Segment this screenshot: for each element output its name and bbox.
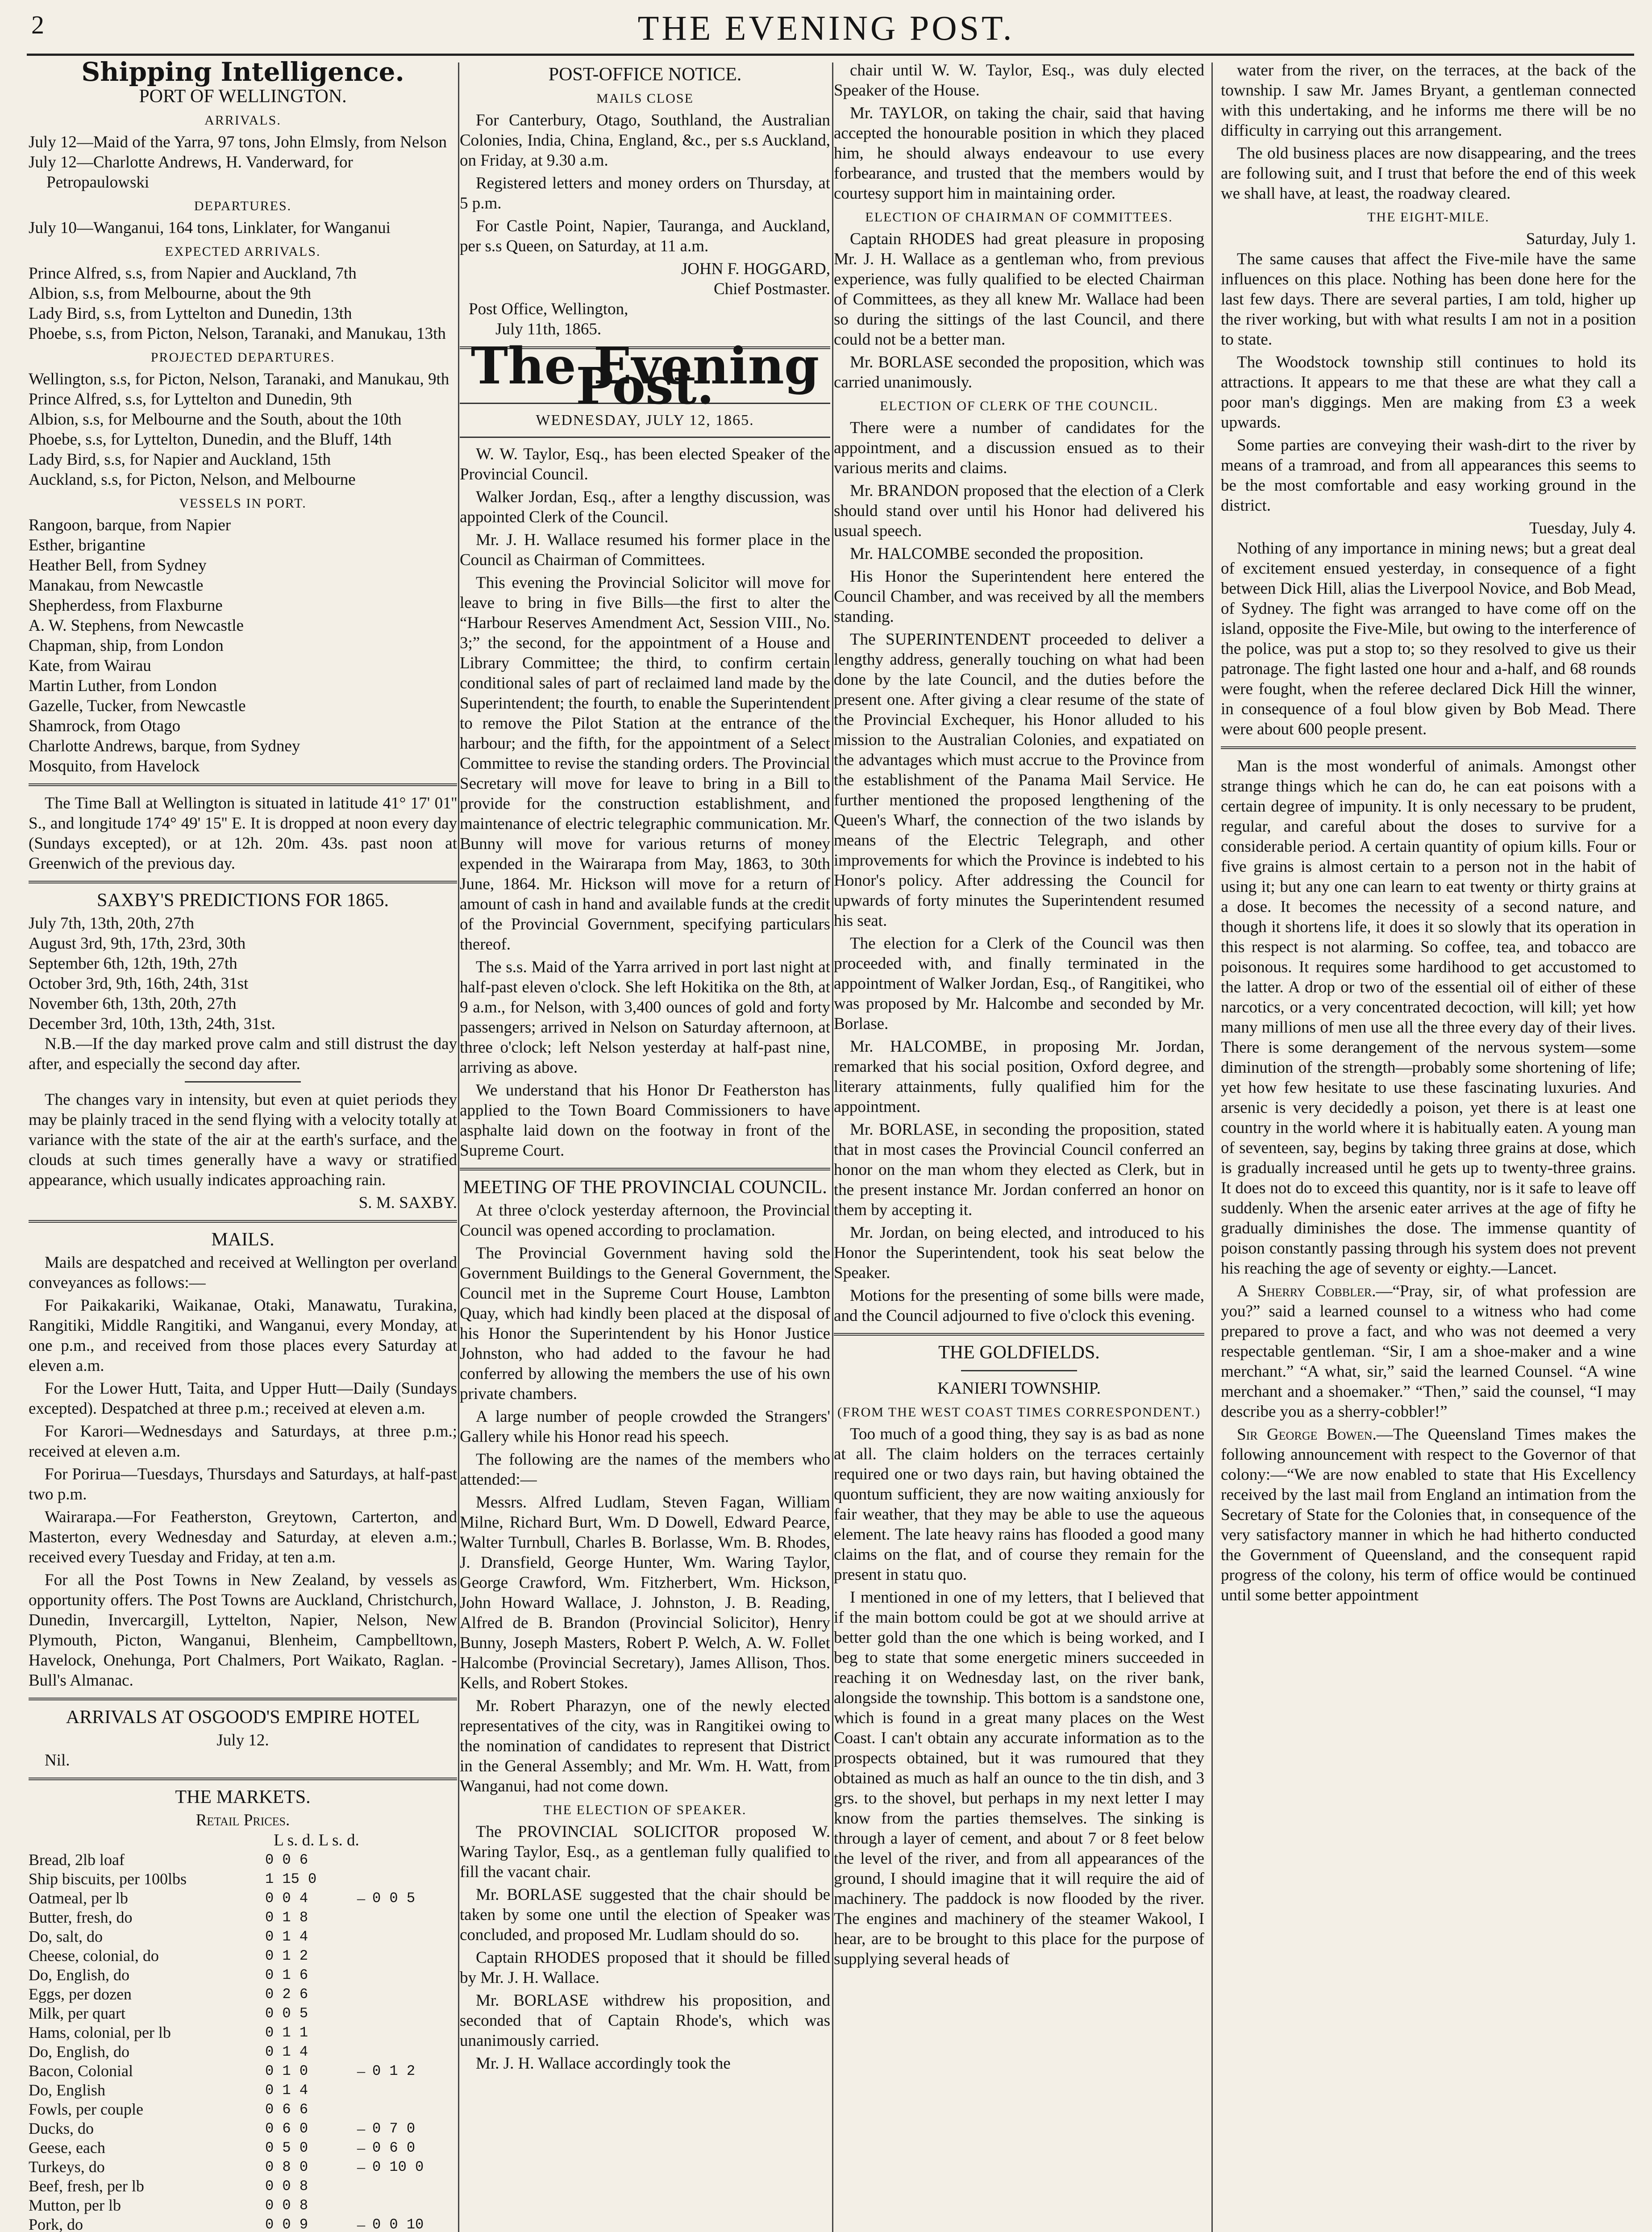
markets-column-heads: L s. d. L s. d. [274, 1831, 359, 1849]
market-price-low: 0 6 6 [265, 2101, 308, 2118]
clerk-election-paragraphs [834, 418, 1204, 1326]
expected-arrivals-head: EXPECTED ARRIVALS. [165, 244, 321, 259]
market-item: Mutton, per lb [29, 2196, 121, 2214]
saxby-nb: N.B.—If the day marked prove calm and still distrust the day after, and especially the second day after. [29, 1035, 457, 1073]
page-number: 2 [31, 10, 44, 39]
column-rule [832, 62, 833, 2232]
market-item: Ducks, do [29, 2120, 94, 2137]
market-price-low: 0 1 4 [265, 1928, 308, 1945]
market-price-low: 0 0 9 [265, 2216, 308, 2232]
vessels-in-port-head: VESSELS IN PORT. [179, 496, 307, 511]
saxby-date-line: August 3rd, 9th, 17th, 23rd, 30th [29, 934, 246, 953]
sherry-cobbler-paragraph [1221, 1281, 1636, 1422]
saxby-date-line: July 7th, 13th, 20th, 27th [29, 914, 195, 933]
market-price-high: 0 10 0 [372, 2159, 424, 2175]
vessel-entry: Manakau, from Newcastle [29, 576, 204, 595]
market-item: Do, English, do [29, 1966, 130, 1984]
section-rule [1221, 746, 1636, 749]
market-price-high [372, 1908, 457, 1927]
editorial-paragraph: W. W. Taylor, Esq., has been elected Speaker of the Provincial Council. [460, 445, 830, 483]
goldfields-paragraph: water from the river, on the terraces, at the back of the township. I saw Mr. James Bryant, a gentleman connected with this undertaking, and he informs me there will be no difficulty in carrying out this arrangement. [1221, 61, 1636, 140]
kanieri-head: KANIERI TOWNSHIP. [937, 1379, 1101, 1398]
chairman-paragraph: Mr. BORLASE seconded the proposition, which was carried unanimously. [834, 353, 1204, 391]
market-dash [350, 1946, 372, 1965]
saxby-date-line: December 3rd, 10th, 13th, 24th, 31st. [29, 1015, 275, 1033]
masthead: The Evening Post. [470, 337, 820, 416]
market-price-low: 0 0 5 [265, 2005, 308, 2022]
market-dash: – [357, 2120, 365, 2137]
section-rule [29, 881, 457, 883]
column-2 [460, 60, 830, 2232]
market-price-low: 0 1 6 [265, 1967, 308, 1983]
section-rule [29, 1220, 457, 1223]
market-dash [350, 2081, 372, 2100]
speaker-paragraph: Mr. BORLASE suggested that the chair should be taken by some one until the election of Speaker was concluded, and proposed Mr. Ludlam should do so. [460, 1886, 830, 1944]
market-dash [350, 1908, 372, 1927]
market-price-low: 0 1 2 [265, 1948, 308, 1964]
market-row [29, 1946, 457, 1965]
mails-paragraph: For Paikakariki, Waikanae, Otaki, Manawatu, Turakina, Rangitiki, Middle Rangitiki, and Wanganui, every Monday, at one p.m., and received from those places every Saturday at eleven a.m. [29, 1296, 457, 1375]
column-4 [1221, 60, 1636, 2232]
shipping-intelligence-title: Shipping Intelligence. [81, 60, 404, 87]
saxby-signature: S. M. SAXBY. [358, 1194, 457, 1212]
market-row [29, 2215, 457, 2232]
market-price-high: 0 0 5 [372, 1890, 416, 1907]
market-price-low: 0 0 8 [265, 2178, 308, 2195]
arrival-entry: July 12—Maid of the Yarra, 97 tons, John Elmsly, from Nelson [29, 133, 447, 151]
market-dash [350, 1965, 372, 1985]
market-dash [350, 1985, 372, 2004]
market-price-high: 0 1 2 [372, 2063, 416, 2079]
notice-paragraph: For Castle Point, Napier, Tauranga, and Auckland, per s.s Queen, on Saturday, at 11 a.m. [460, 217, 830, 255]
market-item: Butter, fresh, do [29, 1908, 133, 1926]
market-item: Ship biscuits, per 100lbs [29, 1870, 187, 1888]
market-row [29, 2023, 457, 2042]
mails-paragraphs [29, 1253, 457, 1691]
market-price-high [372, 2196, 457, 2215]
vessel-entry: A. W. Stephens, from Newcastle [29, 616, 244, 635]
projected-departure-entry: Wellington, s.s, for Picton, Nelson, Taranaki, and Manukau, 9th [29, 370, 449, 388]
clerk-paragraph: Mr. BORLASE, in seconding the proposition, stated that in most cases the Provincial Council conferred an honor on the man whom they elected as Clerk, but in the present instance Mr. Jordan conferred an honor on them by accepting it. [834, 1120, 1204, 1219]
market-dash: – [357, 2158, 365, 2176]
eight-mile-head: THE EIGHT-MILE. [1367, 210, 1490, 225]
chairman-election-head: ELECTION OF CHAIRMAN OF COMMITTEES. [865, 210, 1173, 225]
market-row [29, 1908, 457, 1927]
meeting-paragraph: A large number of people crowded the Strangers' Gallery while his Honor read his speech. [460, 1407, 830, 1446]
market-price-high: 0 7 0 [372, 2120, 416, 2137]
market-item: Cheese, colonial, do [29, 1947, 159, 1965]
market-price-low: 0 5 0 [265, 2140, 308, 2156]
vessel-entry: Heather Bell, from Sydney [29, 556, 207, 575]
market-price-low: 0 8 0 [265, 2159, 308, 2175]
speaker-election-head: THE ELECTION OF SPEAKER. [543, 1803, 747, 1817]
meeting-title: MEETING OF THE PROVINCIAL COUNCIL. [463, 1177, 827, 1198]
markets-title: THE MARKETS. [175, 1787, 311, 1807]
clerk-paragraph: Mr. HALCOMBE, in proposing Mr. Jordan, remarked that his social position, Oxford degree, and literary attainments, fully qualified him for the appointment. [834, 1037, 1204, 1116]
departure-entry: July 10—Wanganui, 164 tons, Linklater, for Wanganui [29, 219, 391, 237]
editorial-paragraph: We understand that his Honor Dr Featherston has applied to the Town Board Commissioners to have asphalte laid down on the footway in front of the Supreme Court. [460, 1081, 830, 1160]
saxby-title: SAXBY'S PREDICTIONS FOR 1865. [96, 890, 389, 911]
section-rule [460, 1168, 830, 1170]
market-price-low: 0 1 4 [265, 2044, 308, 2060]
market-dash [350, 2023, 372, 2042]
section-rule [29, 783, 457, 786]
market-item: Beef, fresh, per lb [29, 2177, 144, 2195]
projected-departure-entry: Prince Alfred, s.s, for Lyttelton and Dunedin, 9th [29, 390, 352, 408]
market-price-high [372, 2042, 457, 2061]
column-rule [458, 62, 459, 2232]
market-row [29, 2177, 457, 2196]
mails-paragraph: For all the Post Towns in New Zealand, by vessels as opportunity offers. The Post Towns are Auckland, Christchurch, Dunedin, Invercargill, Lyttelton, Napier, Nelson, New Plymouth, Picton, Wanganui, Blenheim, Campbelltown, Havelock, Onehunga, Port Chalmers, Port Waikato, Raglan. - Bull's Almanac. [29, 1571, 457, 1690]
market-price-low: 0 1 1 [265, 2024, 308, 2041]
speaker-paragraph: Mr. J. H. Wallace accordingly took the [476, 2054, 731, 2073]
saxby-dates [29, 913, 457, 1034]
goldfields-title: THE GOLDFIELDS. [938, 1342, 1100, 1363]
market-price-high: 0 6 0 [372, 2140, 416, 2156]
speaker-election-paragraphs [460, 1822, 830, 2074]
market-price-high [372, 1965, 457, 1985]
vessel-entry: Charlotte Andrews, barque, from Sydney [29, 737, 300, 755]
market-dash: – [357, 2062, 365, 2080]
header-rule [27, 54, 1634, 56]
expected-arrival-entry: Lady Bird, s.s, from Lyttelton and Dunedin, 13th [29, 304, 352, 323]
market-row [29, 1850, 457, 1870]
notice-paragraph: Registered letters and money orders on Thursday, at 5 p.m. [460, 174, 830, 212]
vessel-entry: Esther, brigantine [29, 536, 146, 554]
market-price-high [372, 1985, 457, 2004]
speaker-paragraph: The PROVINCIAL SOLICITOR proposed W. Waring Taylor, Esq., as a gentleman fully qualified to fill the vacant chair. [460, 1823, 830, 1881]
time-ball-notice: The Time Ball at Wellington is situated in latitude 41° 17' 01'' S., and longitude 174° 49' 15'' E. It is dropped at noon every day (Sundays excepted), or at 12h. 20m. 43s. past noon at Greenwich of the previous day. [29, 794, 457, 873]
sherry-cobbler-text: —“Pray, sir, of what profession are you?” said a learned counsel to a witness who had come prepared to prove a fact, and who was not deemed a very respectable gentleman. “Sir, I am a shoe-maker and a wine merchant.” “A what, sir,” said the learned Counsel. “A wine merchant and a shoemaker.” “Then,” said the counsel, “I may describe you as a sherry-cobbler!” [1221, 1282, 1636, 1421]
projected-departures-head: PROJECTED DEPARTURES. [150, 350, 335, 365]
osgood-nil: Nil. [45, 1751, 70, 1770]
market-item: Do, English, do [29, 2043, 130, 2061]
market-price-low: 0 0 4 [265, 1890, 308, 1907]
speaker-paragraph: Captain RHODES proposed that it should be filled by Mr. J. H. Wallace. [460, 1949, 830, 1987]
projected-departure-entry: Lady Bird, s.s, for Napier and Auckland, 15th [29, 450, 331, 469]
market-price-low: 0 2 6 [265, 1986, 308, 2003]
expected-arrivals-list [29, 263, 457, 344]
vessel-entry: Shepherdess, from Flaxburne [29, 596, 223, 615]
editorial-paragraph: Walker Jordan, Esq., after a lengthy discussion, was appointed Clerk of the Council. [460, 488, 830, 526]
vessel-entry: Chapman, ship, from London [29, 637, 224, 655]
projected-departures-list [29, 369, 457, 490]
bowen-lead: Sir George Bowen. [1237, 1425, 1377, 1444]
saxby-paragraph: The changes vary in intensity, but even at quiet periods they may be plainly traced in the send flying with a velocity totally at variance with the state of the air at the earth's surface, and the clouds at such times generally have a wavy or stratified appearance, which usually indicates approaching rain. [29, 1091, 457, 1189]
meeting-paragraph: Messrs. Alfred Ludlam, Steven Fagan, William Milne, Richard Burt, Wm. D Dowell, Edward Pearce, Walter Turnbull, Charles B. Borlasse, Wm. B. Rhodes, J. Dransfield, George Hunter, Wm. Waring Taylor, George Crawford, Wm. Fitzherbert, Wm. Hickson, John Howard Wallace, J. Johnston, J. B. Reading, Alfred de B. Brandon (Provincial Solicitor), Henry Bunny, Joseph Masters, Robert P. Welch, A. W. Follet Halcombe (Provincial Secretary), James Allison, Thos. Kells, and Robert Stokes. [460, 1493, 830, 1692]
market-price-high [372, 1870, 457, 1889]
markets-subtitle: Retail Prices. [196, 1811, 290, 1829]
vessel-entry: Martin Luther, from London [29, 677, 217, 695]
market-price-low: 0 0 6 [265, 1852, 308, 1868]
expected-arrival-entry: Albion, s.s, from Melbourne, about the 9th [29, 284, 312, 303]
column-3 [834, 60, 1204, 2232]
mails-paragraph: For Karori—Wednesdays and Saturdays, at three p.m.; received at eleven a.m. [29, 1422, 457, 1461]
osgood-title: ARRIVALS AT OSGOOD'S EMPIRE HOTEL [66, 1707, 420, 1728]
clerk-paragraph: The SUPERINTENDENT proceeded to deliver a lengthy address, generally touching on what had been done by the late Council, and the duties before the present one. After giving a clear resume of the state of the Provincial Exchequer, his Honor alluded to his mission to the Australian Colonies, and expatiated on the advantages which must accrue to the Province from the establishment of the Panama Mail Service. He further mentioned the proposed lengthening of the Queen's Wharf, the connection of the two islands by means of the Electric Telegraph, and other improvements for which the Province is indebted to his Honor's policy. After addressing the Council for upwards of forty minutes the Superintendent resumed his seat. [834, 630, 1204, 930]
poison-paragraph: Man is the most wonderful of animals. Amongst other strange things which he can do, he can eat poisons with a certain degree of impunity. It is only necessary to be prudent, regular, and careful about the doses to survive for a considerable period. A certain quantity of opium kills. Four or five grains is almost certain to a person not in the habit of using it; but any one can learn to eat twenty or thirty grains at a dose. It becomes the necessity of a second nature, and though it shortens life, it does it so slowly that its operation in this respect is not alarming. So coffee, tea, and tobacco are poisonous. It requires some hardihood to get accustomed to the latter. A drop or two of the essential oil of either of these narcotics, or a very concentrated decoction, will kill; yet how many millions of men use all the three every day of their lives. There is some derangement of the nervous system—some diminution of the strength—probably some shortening of life; yet how few hesitate to use these fascinating luxuries. And arsenic is very decidedly a poison, yet there is at least one country in the world where it is habitually eaten. A young man of seventeen, say, begins by taking three grains at dose, which is gradually increased until he gets up to twenty-three grains. It does not do to exceed this quantity, nor is it safe to leave off suddenly. When the arsenic eater arrives at the age of fifty he gradually diminishes the dose. The immense quantity of poison constantly passing through his system does not prevent his reaching the age of seventy or eighty.—Lancet. [1221, 757, 1636, 1278]
market-item: Do, English [29, 2081, 106, 2099]
meeting-paragraphs [460, 1200, 830, 1796]
market-item: Turkeys, do [29, 2158, 105, 2176]
market-row [29, 1985, 457, 2004]
market-price-low: 0 1 4 [265, 2082, 308, 2099]
market-item: Oatmeal, per lb [29, 1889, 128, 1907]
eight-mile-paragraph: The Woodstock township still continues to hold its attractions. It appears to me that these are what they call a poor man's diggings. Men are making from £3 a week upwards. [1221, 353, 1636, 432]
vessel-entry: Mosquito, from Havelock [29, 757, 200, 775]
projected-departure-entry: Albion, s.s, for Melbourne and the South, about the 10th [29, 410, 402, 429]
market-price-high [372, 2004, 457, 2023]
port-title: PORT OF WELLINGTON. [139, 86, 347, 107]
vessel-entry: Rangoon, barque, from Napier [29, 516, 231, 534]
council-paragraph: chair until W. W. Taylor, Esq., was duly elected Speaker of the House. [834, 61, 1204, 100]
clerk-paragraph: The election for a Clerk of the Council was then proceeded with, and finally terminated in the appointment of Walker Jordan, Esq., of Rangitikei, who was proposed by Mr. Halcombe and seconded by Mr. Borlase. [834, 934, 1204, 1033]
expected-arrival-entry: Prince Alfred, s.s, from Napier and Auckland, 7th [29, 264, 357, 283]
clerk-paragraph: His Honor the Superintendent here entered the Council Chamber, and was received by all the members standing. [834, 567, 1204, 626]
market-dash: – [357, 2139, 365, 2157]
market-row [29, 2119, 457, 2138]
market-dash [350, 1870, 372, 1889]
market-row [29, 2100, 457, 2119]
vessels-in-port-list [29, 515, 457, 776]
market-row [29, 2196, 457, 2215]
market-row [29, 2004, 457, 2023]
market-price-high [372, 2081, 457, 2100]
meeting-paragraph: The Provincial Government having sold the Government Buildings to the General Government, the Council met in the Supreme Court House, Lambton Quay, which had kindly been placed at the disposal of his Honor the Superintendent by his Honor Justice Johnston, who had added to the favour he had conferred by allowing the members the use of his own private chambers. [460, 1244, 830, 1403]
kanieri-paragraph: I mentioned in one of my letters, that I believed that if the main bottom could be got at we should arrive at better gold than the one which is being worked, and I beg to state that some energetic miners succeeded in reaching it on Wednesday last, on the river bank, alongside the township. This bottom is a sandstone one, which is found in a great many places on the West Coast. I can't obtain any accurate information as to the prospects obtained, but it was rumoured that they obtained as much as half an ounce to the tin dish, and 3 grs. to the shovel, but perhaps in my next letter I may know from the parties themselves. The sinking is through a layer of cement, and about 7 or 8 feet below the level of the river, and from all appearances of the ground, I should imagine that it will require the aid of machinery. The paddock is now flooded by the river. The engines and machinery of the steamer Wakool, I hear, are to be brought to this place for the purpose of supplying several heads of [834, 1588, 1204, 1968]
mails-title: MAILS. [211, 1229, 275, 1250]
arrivals-head: ARRIVALS. [204, 113, 281, 128]
market-price-low: 0 0 8 [265, 2197, 308, 2214]
market-row [29, 2061, 457, 2081]
post-office-notice-body [460, 110, 830, 256]
clerk-paragraph: Mr. BRANDON proposed that the election of a Clerk should stand over until his Honor had delivered his usual speech. [834, 482, 1204, 540]
market-price-low: 0 1 8 [265, 1909, 308, 1926]
vessel-entry: Shamrock, from Otago [29, 717, 181, 735]
kanieri-paragraph: Too much of a good thing, they say is as bad as none at all. The claim holders on the terraces certainly required one or two days rain, but having obtained the quontum sufficient, they are now waiting anxiously for fair weather, that they may be able to use the aqueous element. The late heavy rains has flooded a good many claims on the flat, and of course they remain for the present in statu quo. [834, 1425, 1204, 1584]
notice-paragraph: For Canterbury, Otago, Southland, the Australian Colonies, India, China, England, &c., per s.s Auckland, on Friday, at 9.30 a.m. [460, 111, 830, 170]
market-item: Geese, each [29, 2139, 105, 2157]
market-dash [350, 1927, 372, 1946]
market-item: Pork, do [29, 2215, 83, 2232]
market-dash: – [357, 2215, 365, 2232]
departures-list [29, 218, 457, 238]
bowen-paragraph [1221, 1424, 1636, 1605]
vessel-entry: Gazelle, Tucker, from Newcastle [29, 697, 246, 715]
saxby-date-line: September 6th, 12th, 19th, 27th [29, 954, 237, 973]
market-row [29, 1927, 457, 1946]
date-saturday: Saturday, July 1. [1526, 230, 1636, 248]
bowen-text: —The Queensland Times makes the following announcement with respect to the Governor of that colony:—“We are now enabled to state that His Excellency received by the last mail from England an intimation from the Secretary of State for the Colonies that, in consequence of the very satisfactory manner in which he had hitherto conducted the Government of Queensland, and the consequent rapid progress of the colony, his term of office would be continued until some better appointment [1221, 1425, 1636, 1604]
column-rule [1211, 62, 1213, 2232]
editorial-paragraph: The s.s. Maid of the Yarra arrived in port last night at half-past eleven o'clock. She left Hokitika on the 8th, at 9 a.m., for Nelson, with 3,400 ounces of gold and forty passengers; arrived in Nelson on Saturday afternoon, at three o'clock; left Nelson yesterday at half-past nine, arriving as above. [460, 958, 830, 1077]
market-dash [350, 2004, 372, 2023]
clerk-paragraph: Motions for the presenting of some bills were made, and the Council adjourned to five o'clock this evening. [834, 1287, 1204, 1325]
fight-paragraph: Nothing of any importance in mining news; but a great deal of excitement ensued yesterday, in consequence of a fight between Dick Hill, alias the Liverpool Novice, and Bob Mead, of Sydney. The fight was arranged to have come off on the island, opposite the Five-Mile, but owing to the interference of the police, was put a stop to; so they resolved to give us their patronage. The fight lasted one hour and a-half, and 68 rounds were fought, when the referee declared Dick Hill the winner, in consequence of a foul blow given by Bob Mead. There were about 600 people present. [1221, 539, 1636, 738]
market-row [29, 1889, 457, 1908]
arrivals-list [29, 132, 457, 192]
mails-paragraph: For Porirua—Tuesdays, Thursdays and Saturdays, at half-past two p.m. [29, 1465, 457, 1503]
editorial-paragraph: This evening the Provincial Solicitor will move for leave to bring in five Bills—the first to alter the “Harbour Reserves Amendment Act, Session VIII., No. 3;” the second, for the appointment of a House and Library Committee; the third, to confirm certain conditional sales of part of reclaimed land made by the Superintendent; the fourth, to enable the Superintendent to remove the Pilot Station at the entrance of the harbour; and the fifth, for the appointment of a Select Committee to revise the standing orders. The Provincial Secretary will move for leave to bring in a Bill to provide for the construction establishment, and maintenance of electric telegraphic communication. Mr. Bunny will move for various returns of money expended in the Wairarapa from May, 1863, to 30th June, 1864. Mr. Hickson will move for a return of amount of cash in hand and available funds at the credit of the Provincial Government, specifying particulars thereof. [460, 574, 830, 954]
section-rule [29, 1698, 457, 1700]
mails-paragraph: For the Lower Hutt, Taita, and Upper Hutt—Daily (Sundays excepted). Despatched at three p.m.; received at eleven a.m. [29, 1379, 457, 1418]
saxby-date-line: October 3rd, 9th, 16th, 24th, 31st [29, 974, 249, 993]
mails-paragraph: Mails are despatched and received at Wellington per overland conveyances as follows:— [29, 1253, 457, 1292]
market-row [29, 2138, 457, 2157]
market-price-high [372, 1946, 457, 1965]
column-1 [29, 60, 457, 2232]
market-row [29, 2157, 457, 2177]
short-rule [961, 1370, 1077, 1371]
projected-departure-entry: Auckland, s.s, for Picton, Nelson, and Melbourne [29, 471, 356, 489]
market-item: Bread, 2lb loaf [29, 1851, 125, 1869]
short-rule [185, 1081, 301, 1083]
market-price-high [372, 1927, 457, 1946]
arrival-entry: July 12—Charlotte Andrews, H. Vanderward, for Petropaulowski [29, 153, 353, 192]
mails-close-head: MAILS CLOSE [596, 91, 694, 106]
speaker-paragraph: Mr. BORLASE withdrew his proposition, and seconded that of Captain Rhode's, which was unanimously carried. [460, 1991, 830, 2050]
market-row [29, 1965, 457, 1985]
market-price-high [372, 2177, 457, 2196]
market-dash [350, 2100, 372, 2119]
section-rule [29, 1778, 457, 1780]
postmaster-role: Chief Postmaster. [713, 280, 830, 298]
market-dash [350, 2177, 372, 2196]
mails-paragraph: Wairarapa.—For Featherston, Greytown, Carterton, and Masterton, every Wednesday and Saturday, at eleven a.m.; received every Tuesday and Friday, at ten a.m. [29, 1508, 457, 1566]
newspaper-title: THE EVENING POST. [637, 8, 1015, 47]
projected-departure-entry: Phoebe, s.s, for Lyttelton, Dunedin, and the Bluff, 14th [29, 430, 392, 449]
market-dash [350, 2042, 372, 2061]
council-paragraphs [834, 60, 1204, 204]
kanieri-source: (FROM THE WEST COAST TIMES CORRESPONDENT.) [837, 1405, 1201, 1420]
market-price-high [372, 2023, 457, 2042]
section-rule [460, 437, 830, 438]
chairman-paragraph: Captain RHODES had great pleasure in proposing Mr. J. H. Wallace as a gentleman who, from previous experience, was fully qualified to be elected Chairman of Committees, as they all knew Mr. Wallace had been so during the sittings of the last Council, and there could not be a better man. [834, 230, 1204, 349]
council-paragraph: Mr. TAYLOR, on taking the chair, said that having accepted the honourable position in which they placed him, he should always endeavour to use every forbearance, and trusted that the members would by courtesy support him in maintaining order. [834, 104, 1204, 203]
date-tuesday: Tuesday, July 4. [1529, 519, 1636, 537]
market-price-low: 0 6 0 [265, 2120, 308, 2137]
postmaster-name: JOHN F. HOGGARD, [681, 260, 830, 278]
departures-head: DEPARTURES. [194, 199, 292, 213]
market-dash [350, 2196, 372, 2215]
market-price-high: 0 0 10 [372, 2216, 424, 2232]
clerk-paragraph: There were a number of candidates for the appointment, and a discussion ensued as to their various merits and claims. [834, 419, 1204, 477]
market-dash [350, 1850, 372, 1870]
meeting-paragraph: Mr. Robert Pharazyn, one of the newly elected representatives of the city, was in Rangitikei owing to the nomination of candidates to represent that District in the General Assembly; and Mr. Wm. H. Watt, from Wanganui, had not come down. [460, 1697, 830, 1795]
market-item: Do, salt, do [29, 1928, 103, 1945]
saxby-date-line: November 6th, 13th, 20th, 27th [29, 995, 237, 1013]
market-item: Eggs, per dozen [29, 1985, 132, 2003]
eight-mile-paragraphs [1221, 249, 1636, 516]
market-item: Hams, colonial, per lb [29, 2024, 171, 2041]
markets-table [29, 1850, 457, 2232]
kanieri-paragraphs [834, 1424, 1204, 1969]
meeting-paragraph: At three o'clock yesterday afternoon, the Provincial Council was opened according to proclamation. [460, 1201, 830, 1240]
notice-place: Post Office, Wellington, [469, 300, 628, 318]
post-office-notice-title: POST-OFFICE NOTICE. [548, 64, 742, 85]
osgood-date: July 12. [216, 1731, 269, 1749]
market-item: Bacon, Colonial [29, 2062, 133, 2080]
goldfields-paragraph: The old business places are now disappearing, and the trees are following suit, and I trust that before the end of this week we shall have, at least, the roadway cleared. [1221, 144, 1636, 203]
vessel-entry: Kate, from Wairau [29, 657, 151, 675]
eight-mile-paragraph: The same causes that affect the Five-mile have the same influences on this place. Nothing has been done here for the last few days. There are several parties, I am told, higher up the river working, but with what results I am not in a position to state. [1221, 250, 1636, 349]
notice-date: July 11th, 1865. [495, 320, 602, 338]
market-price-low: 0 1 0 [265, 2063, 308, 2079]
market-price-high [372, 1850, 457, 1870]
chairman-election-paragraphs [834, 229, 1204, 392]
expected-arrival-entry: Phoebe, s.s, from Picton, Nelson, Taranaki, and Manukau, 13th [29, 325, 446, 343]
editorial-paragraphs [460, 444, 830, 1161]
market-row [29, 1870, 457, 1889]
market-item: Fowls, per couple [29, 2100, 143, 2118]
goldfields-continued [1221, 60, 1636, 204]
section-rule [834, 1333, 1204, 1336]
eight-mile-paragraph: Some parties are conveying their wash-dirt to the river by means of a tramroad, and from all appearances this seems to be the most comfortable and easy working ground in the district. [1221, 436, 1636, 515]
market-dash: – [357, 1889, 365, 1907]
market-price-high [372, 2100, 457, 2119]
meeting-paragraph: The following are the names of the members who attended:— [460, 1450, 830, 1489]
clerk-election-head: ELECTION OF CLERK OF THE COUNCIL. [880, 399, 1158, 413]
clerk-paragraph: Mr. Jordan, on being elected, and introduced to his Honor the Superintendent, took his seat below the Speaker. [834, 1224, 1204, 1282]
clerk-paragraph: Mr. HALCOMBE seconded the proposition. [850, 545, 1144, 563]
market-price-low: 1 15 0 [265, 1871, 317, 1887]
sherry-cobbler-lead: A Sherry Cobbler. [1237, 1282, 1376, 1300]
market-row [29, 2081, 457, 2100]
dateline: WEDNESDAY, JULY 12, 1865. [536, 412, 754, 429]
editorial-paragraph: Mr. J. H. Wallace resumed his former place in the Council as Chairman of Committees. [460, 531, 830, 569]
market-row [29, 2042, 457, 2061]
market-item: Milk, per quart [29, 2004, 125, 2022]
